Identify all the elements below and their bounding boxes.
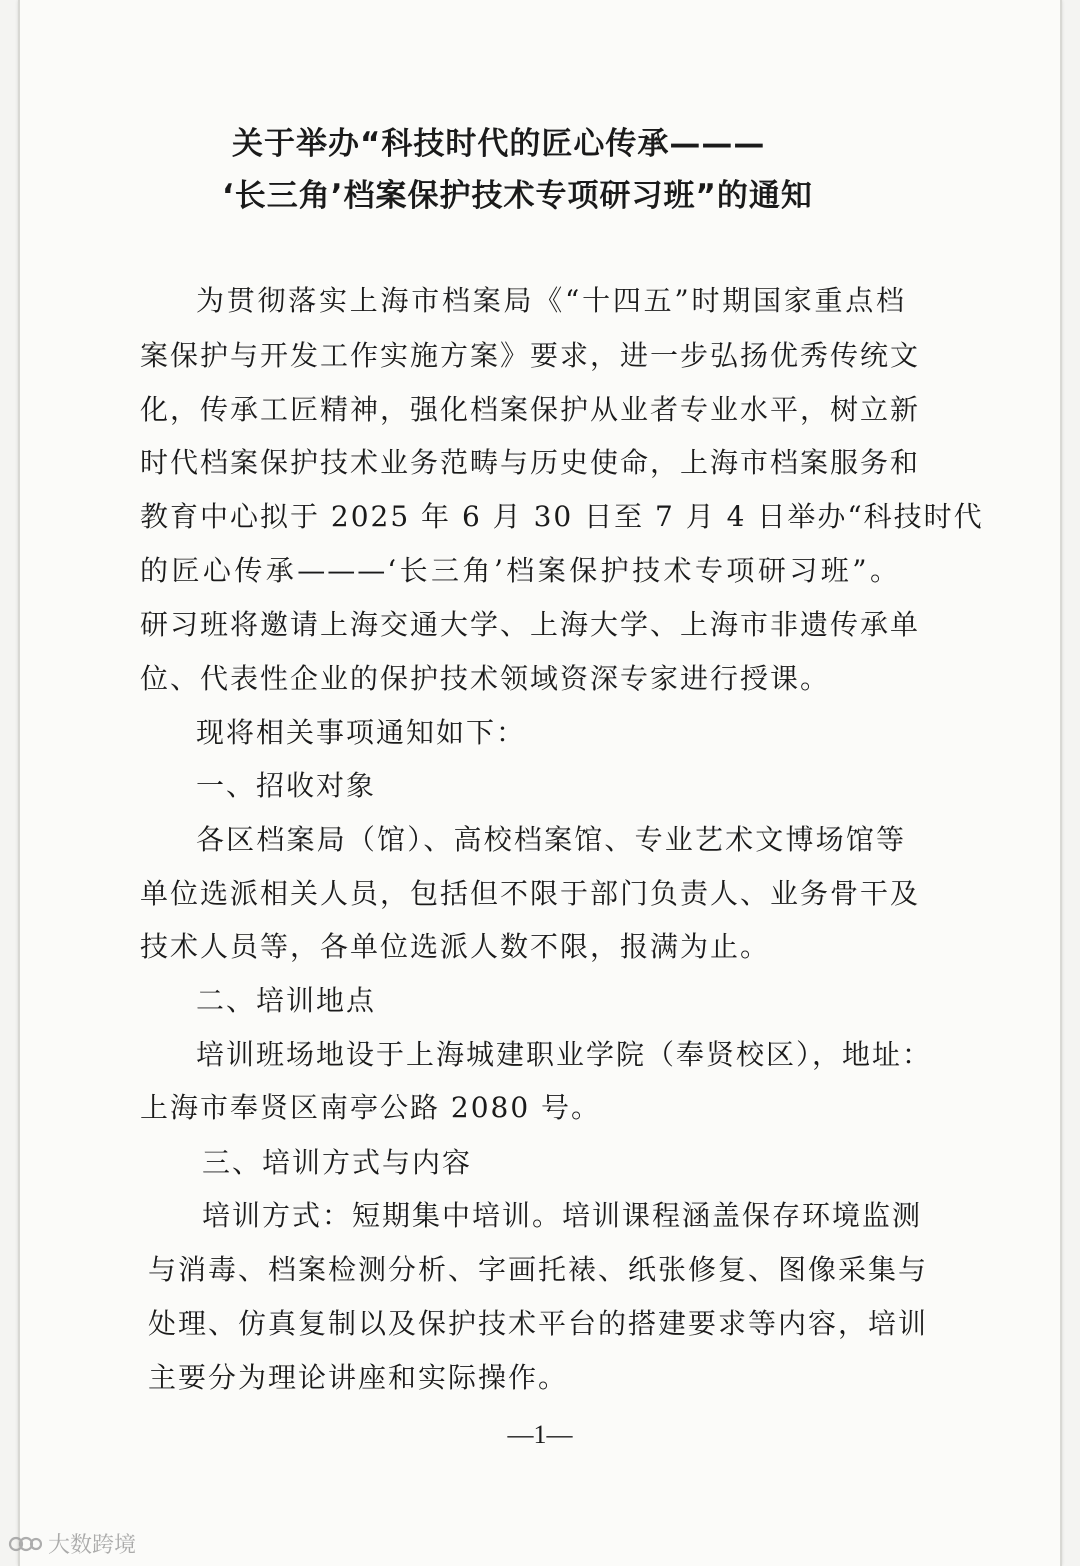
body-line: 为贯彻落实上海市档案局《“十四五”时期国家重点档 [196,284,906,317]
body-line: 位、代表性企业的保护技术领域资深专家进行授课。 [140,662,831,695]
page-right-edge [1060,0,1062,1566]
body-line: 研习班将邀请上海交通大学、上海大学、上海市非遗传承单 [140,608,921,641]
body-line: 主要分为理论讲座和实际操作。 [148,1361,569,1394]
body-line: 时代档案保护技术业务范畴与历史使命，上海市档案服务和 [140,446,921,479]
body-line: 上海市奉贤区南亭公路 2080 号。 [140,1091,602,1124]
body-line: 各区档案局（馆）、高校档案馆、专业艺术文博场馆等 [196,823,906,856]
body-line: 与消毒、档案检测分析、字画托裱、纸张修复、图像采集与 [148,1253,929,1286]
body-line: 技术人员等，各单位选派人数不限，报满为止。 [140,930,771,963]
body-line: 单位选派相关人员，包括但不限于部门负责人、业务骨干及 [140,877,921,910]
body-line: 的匠心传承———‘长三角’档案保护技术专项研习班”。 [140,554,900,587]
body-line: 案保护与开发工作实施方案》要求，进一步弘扬优秀传统文 [140,339,921,372]
body-line: 培训方式：短期集中培训。培训课程涵盖保存环境监测 [202,1199,923,1232]
section-heading: 一、招收对象 [196,769,377,802]
watermark-text: 大数跨境 [48,1533,137,1558]
body-line: 处理、仿真复制以及保护技术平台的搭建要求等内容，培训 [148,1307,929,1340]
title-line-2: ‘长三角’档案保护技术专项研习班”的通知 [222,178,813,214]
page-number: —1— [507,1420,573,1449]
body-line: 现将相关事项通知如下： [196,716,527,749]
watermark [8,1528,136,1559]
body-line: 教育中心拟于 2025 年 6 月 30 日至 7 月 4 日举办“科技时代 [140,500,984,533]
body-line: 培训班场地设于上海城建职业学院（奉贤校区），地址： [196,1038,933,1071]
title-line-1: 关于举办“科技时代的匠心传承——— [232,126,766,162]
body-line: 化，传承工匠精神，强化档案保护从业者专业水平，树立新 [140,393,921,426]
section-heading: 二、培训地点 [196,984,377,1017]
dashu-logo-icon [8,1531,42,1557]
section-heading: 三、培训方式与内容 [202,1146,473,1179]
page-left-edge [18,0,20,1566]
